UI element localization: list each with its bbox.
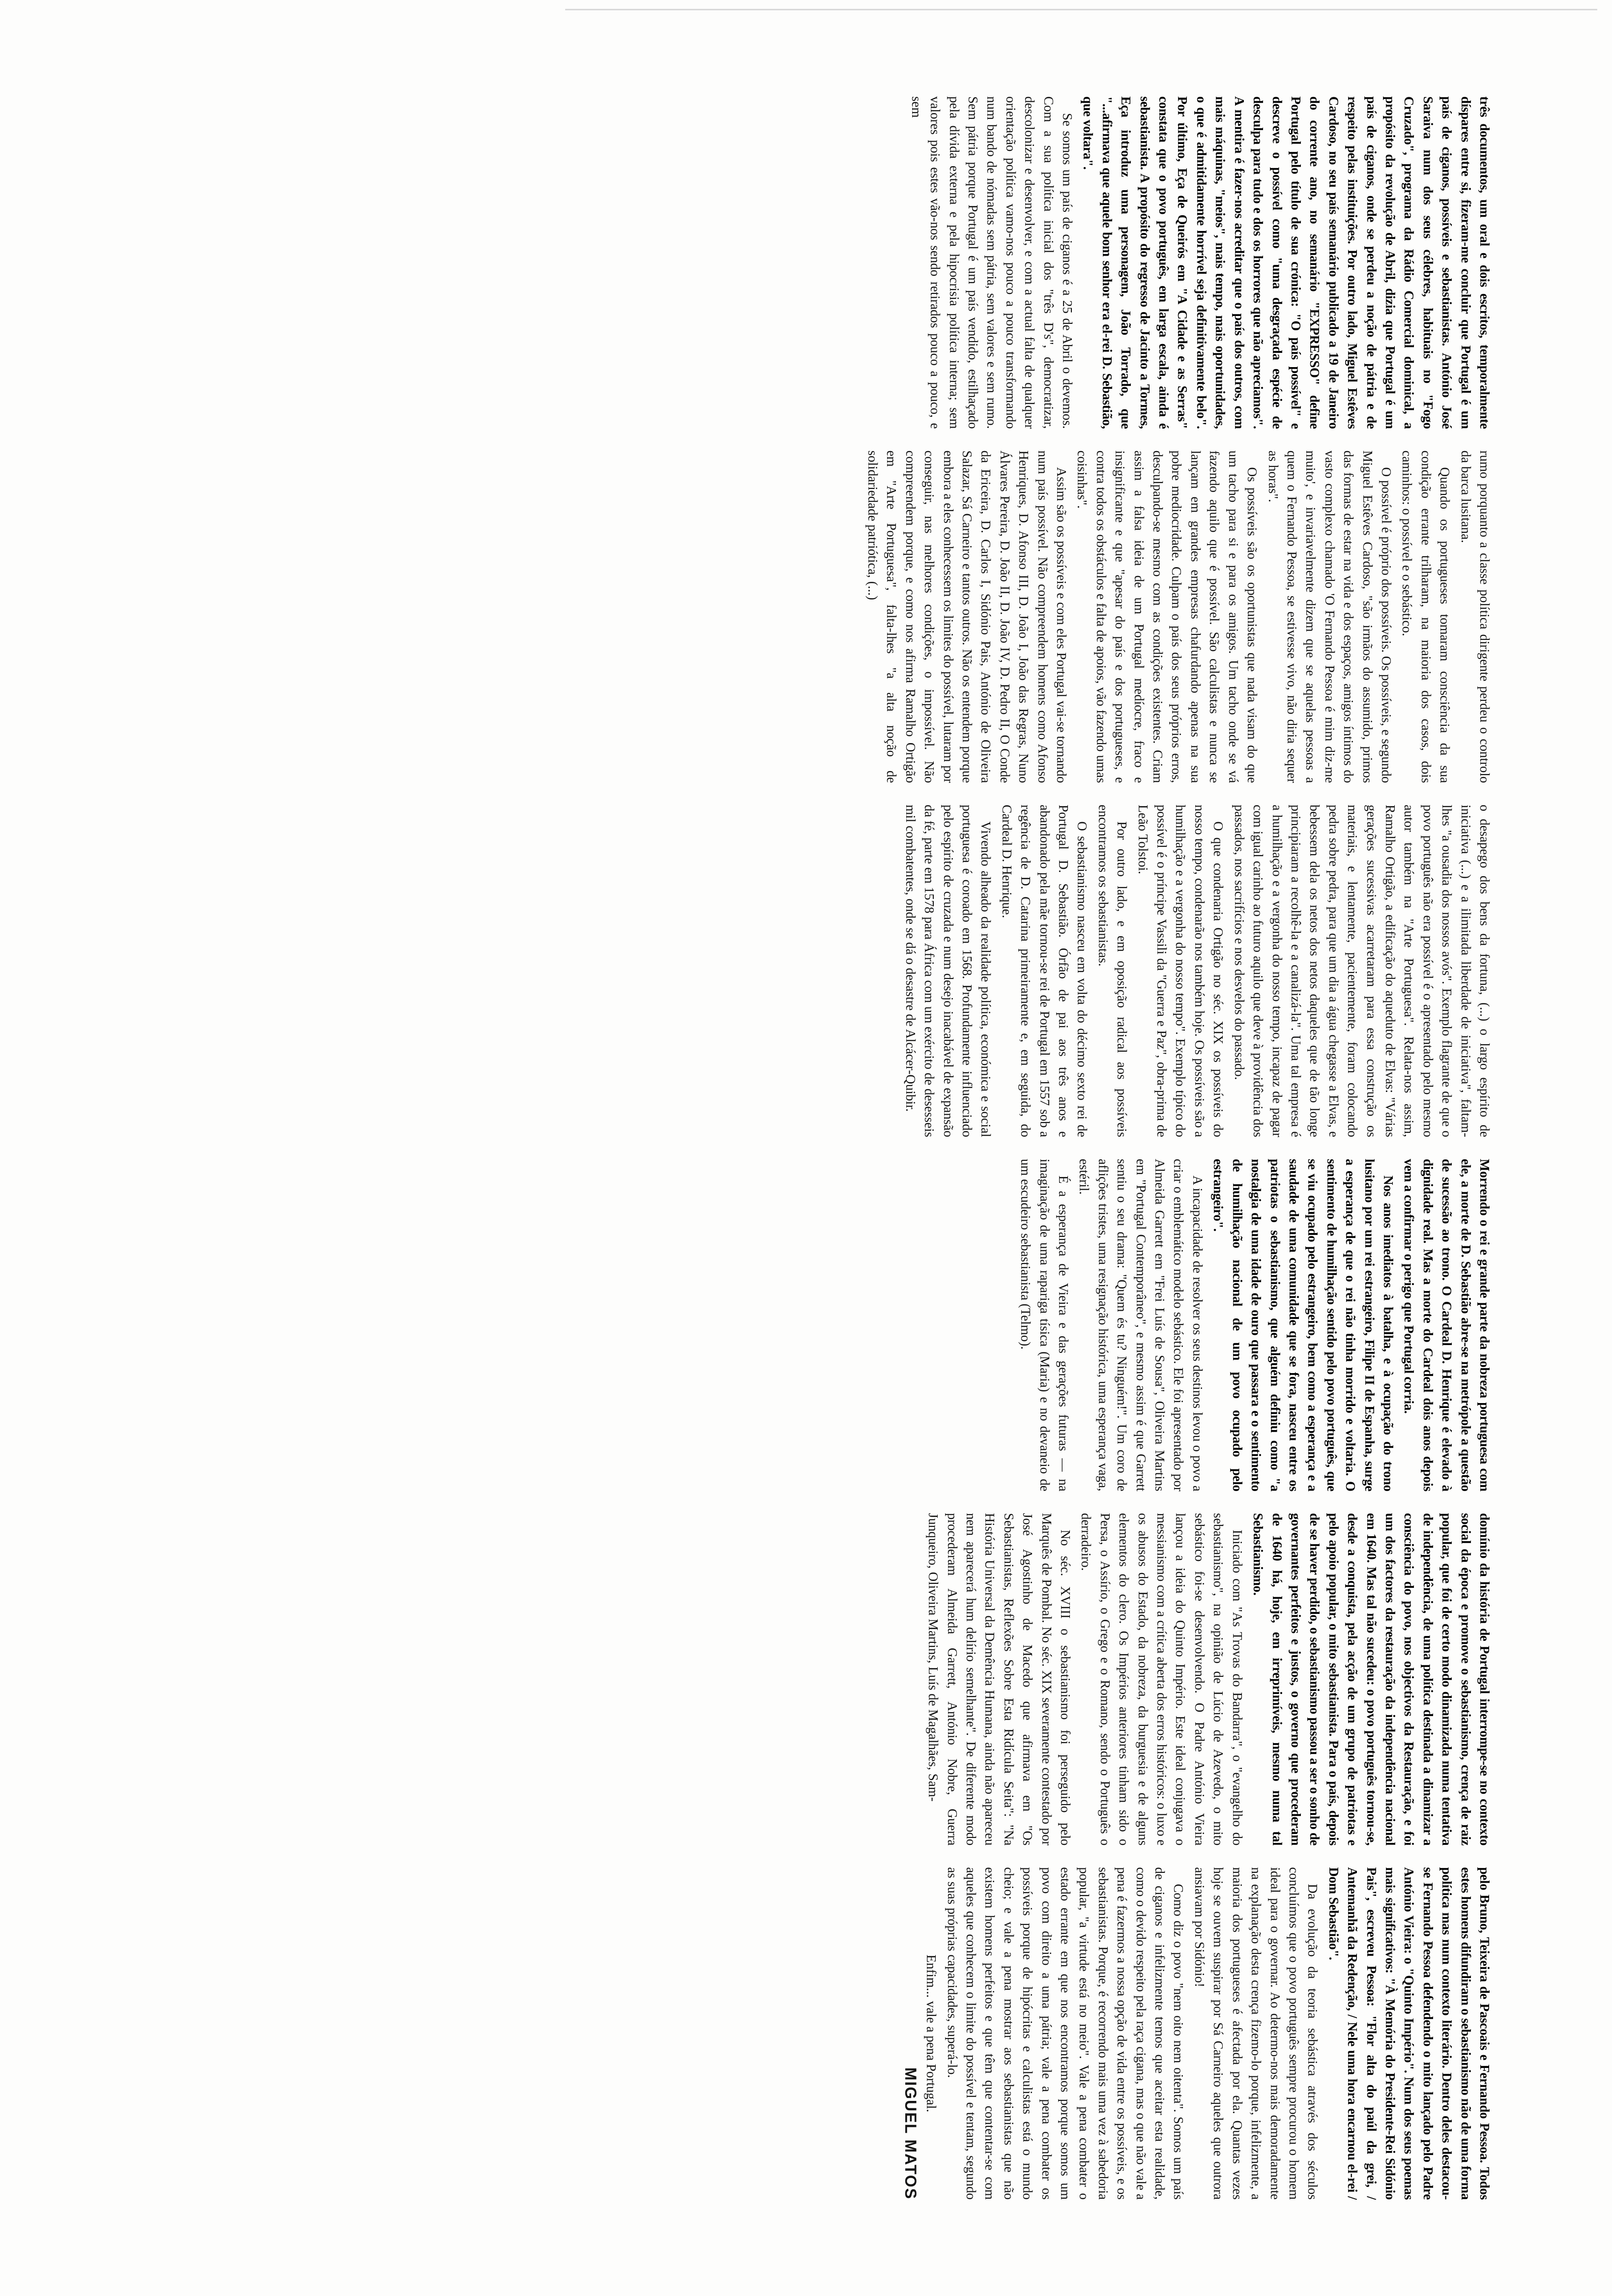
article-column-3 [59, 804, 1494, 1137]
article-paragraph: Se somos um país de ciganos é a 25 de Abril o devemos. Com a sua política inicial dos "três D's", democratizar, descolonizar e desenvolver, e com a actual falta de qualquer orientação política vamo-nos pouco a pouco transformando num bando de nómadas sem pátria, sem valores e sem rumo. Sem pátria porque Portugal é um país vendido, estilhaçado pela dívida externa e pela hipocrisia política interna; sem valores pois estes vão-nos sendo retirados pouco a pouco, e sem [909, 96, 1075, 429]
article-paragraph: Vivendo alheado da realidade política, económica e social portuguesa é coroado em 1568. Profundamente influenciado pelo espírito de cruzada e num desejo inacabável de expansão da fé, parte em 1578 para África com um exército de desesseis mil combatentes, onde se dá o desastre de Alcácer-Quibir. [903, 804, 994, 1138]
article-paragraph: No séc. XVIII o sebastianismo foi perseguido pelo Marquês de Pombal. No séc. XIX severamente contestado por José Agostinho de Macedo que afirmava em "Os Sebastianistas, Reflexões Sobre Esta Ridícula Seita": "Na História Universal da Demência Humana, ainda não apareceu nem aparecerá hum delírio semelhante". De diferente modo procederam Almeida Garrett, António Nobre, Guerra Junqueiro, Oliveira Martins, Luís de Magalhães, Sam- [926, 1513, 1073, 1846]
newspaper-article-rotated [39, 67, 1514, 2229]
article-closing-line: Enfim... vale a pena Portugal. [924, 1954, 939, 2113]
article-column-1 [59, 96, 1494, 429]
article-columns [59, 96, 1494, 2200]
article-column-2 [59, 451, 1494, 783]
article-paragraph: rumo porquanto a classe política dirigente perdeu o controlo da barca lusitana. [1458, 450, 1492, 783]
article-paragraph: É a esperança de Vieira e das gerações futuras — na imaginação de uma rapariga tísica (Maria) e no devaneio de um escudeiro sebastianista (Telmo). [1018, 1159, 1071, 1492]
article-column-6 [59, 1867, 1494, 2200]
article-paragraph: O possível é próprio dos possíveis. Os possíveis, e segundo Miguel Estêves Cardoso, "são irmãos do assumido, primos das formas de estar na vida e dos espaços, amigos íntimos do vasto complexo chamado 'O Fernando Pessoa é mim diz-me muito', e invariavelmente dizem que se aquelas pessoas a quem o Fernando Pessoa, se estivesse vivo, não diria sequer as horas". [1266, 450, 1394, 783]
article-paragraph: O que condenaria Ortigão no séc. XIX os possíveis do nosso tempo, condenarão nos também hoje. Os possíveis são a humilhação e a vergonha do nosso tempo". Exemplo típico do possível é o príncipe Vassili da "Guerra e Paz", obra-prima de Leão Tolstoi. [1135, 804, 1226, 1138]
author-signature: MIGUEL MATOS [901, 2067, 920, 2200]
article-paragraph: Assim são os possíveis e com eles Portugal vai-se tornando num país possível. Não compreendem homens como Afonso Henriques, D. Afonso III, D. João I, João das Regras, Nuno Álvares Pereira, D. João II, D. João IV, D. Pedro II, O Conde da Ericeira, D. Carlos I, Sidónio Pais, António de Oliveira Salazar, Sá Carneiro e tantos outros. Não os entendem porque embora a eles conhecessem os limites do possível, lutaram por conseguir, nas melhores condições, o impossível. Não compreendem porque, e como nos afirma Ramalho Ortigão em "Arte Portuguesa", falta-lhes "a alta noção de solidariedade patriótica, (...) [865, 450, 1069, 783]
scan-edge-line [565, 9, 1597, 10]
article-column-4 [59, 1159, 1494, 1492]
article-paragraph: Os possíveis são os oportunistas que nada visam do que um tacho para si e para os amigos. Um tacho onde se vá fazendo aquilo que é possível. São calculistas e nunca se lançam em grandes empresas chafurdando apenas na sua pobre mediocridade. Culpam o país dos seus próprios erros, desculpando-se mesmo com as condições existentes. Criam assim a falsa ideia de um Portugal medíocre, fraco e insignificante e que "apesar do país e dos portugueses, e contra todos os obstáculos e falta de apoios, vão fazendo umas coisinhas". [1075, 450, 1260, 783]
article-paragraph: domínio da história de Portugal interrompe-se no contexto social da época e promove o sebastianismo, crença de raiz popular, que foi de certo modo dinamizada numa tentativa de independência, de uma política destinada a dinamizar a consciência do povo, nos objectivos da Restauração, e foi um dos factores da restauração da independência nacional em 1640. Mas tal não sucedeu: o povo português tornou-se, desde a conquista, pela acção de um grupo de patriotas e pelo apoio popular, o mito sebastianista. Para o país, depois de se haver perdido, o sebastianismo passou a ser o sonho de governantes perfeitos e justos, o governo que procederam de 1640 há, hoje, em irreprimíveis, mesmo numa tal Sebastianismo. [1251, 1513, 1492, 1846]
article-paragraph: Nos anos imediatos à batalha, e à ocupação do trono lusitano por um rei estrangeiro, Filipe II de Espanha, surge a esperança de que o rei não tinha morrido e voltaria. O sentimento de humilhação sentido pelo povo português, que se viu ocupado pelo estrangeiro, bem como a esperança e a saudade de uma comunidade que se fora, nasceu entre os patriotas o sebastianismo, que alguém definiu como "a nostalgia de uma idade de ouro que passara e o sentimento de humilhação nacional de um povo ocupado pelo estrangeiro". [1211, 1159, 1396, 1492]
article-paragraph: A incapacidade de resolver os seus destinos levou o povo a criar o emblemático modelo sebástico. Ele foi apresentado por Almeida Garrett em "Frei Luís de Sousa", Oliveira Martins em "Portugal Contemporâneo", e mesmo assim é que Garrett sentiu o seu drama: "Quem és tu? Ninguém!". Um coro de aflições tristes, uma resignação histórica, uma esperança vaga, estéril. [1077, 1159, 1205, 1492]
article-paragraph: Iniciado com "As Trovas do Bandarra", o "evangelho do sebastianismo", na opinião de Lúcio de Azevedo, o mito sebástico foi-se desenvolvendo. O Padre António Vieira lançou a ideia do Quinto Império. Este ideal conjugava o messianismo com a crítica aberta dos erros históricos: o luxo e os abusos do Estado, da nobreza, da burguesia e de alguns elementos do clero. Os Impérios anteriores tinham sido o Persa, o Assírio, o Grego e o Romano, sendo o Português o derradeiro. [1079, 1513, 1245, 1846]
article-paragraph: pelo Bruno, Teixeira de Pascoais e Fernando Pessoa. Todos estes homens difundiram o sebastianismo não de uma forma política mas num contexto literário. Dentro deles destacou-se Fernando Pessoa defendendo o mito lançado pelo Padre António Vieira: o "Quinto Império". Num dos seus poemas mais significativos: "À Memória do Presidente-Rei Sidónio Pais", escreveu Pessoa: "Flor alta do paúl da grei, / Antemanhã da Redenção, / Nele uma hora encarnou el-rei / Dom Sebastião". [1326, 1867, 1492, 2200]
article-paragraph: Da evolução da teoria sebástica através dos séculos concluímos que o povo português sempre procurou o homem ideal para o governar. Ao determo-nos mais demoradamente na explanação desta crença fizemo-lo porque, infelizmente, a maioria dos portugueses é afectada por ela. Quantas vezes hoje se ouvem suspirar por Sá Carneiro aqueles que outrora ansiavam por Sidónio! [1192, 1867, 1321, 2200]
article-paragraph: Como diz o povo "nem oito nem oitenta". Somos um país de ciganos e infelizmente temos que aceitar esta realidade, como o devido respeito pela raça cigana, mas o que não vale a pena é fazermos a nossa opção de vida entre os possíveis, e os sebastianistas. Porque, é recorrendo mais uma vez à sabedoria popular, "a virtude está no meio". Vale a pena combater o estado errante em que nos encontramos porque somos um povo com direito a uma pátria; vale a pena combater os possíveis porque de hipócritas e calculistas está o mundo cheio; e vale a pena mostrar aos sebastianistas que não existem homens perfeitos e que têm que contentar-se com aqueles que conhecem o limite do possível e tentam, segundo as suas próprias capacidades, superá-lo. [945, 1867, 1186, 2200]
article-paragraph: Por outro lado, e em oposição radical aos possíveis encontramos os sebastianistas. [1095, 804, 1130, 1138]
article-paragraph: O sebastianismo nasceu em volta do décimo sexto rei de Portugal D. Sebastião. Órfão de pai aos três anos e abandonado pela mãe tornou-se rei de Portugal em 1557 sob a regência de D. Catarina primeiramente e, em seguida, do Cardeal D. Henrique. [999, 804, 1090, 1138]
article-paragraph: Morrendo o rei e grande parte da nobreza portuguesa com ele, a morte de D. Sebastião abre-se na metrópole a questão de sucessão ao trono. O Cardeal D. Henrique é elevado à dignidade real. Mas a morte do Cardeal dois anos depois vem a confirmar o perigo que Portugal corria. [1402, 1159, 1492, 1492]
article-paragraph: o desapego dos bens da fortuna, (...) o largo espírito de iniciativa (...) e a ilimitada liberdade de iniciativa", faltam-lhes "a ousadia dos nossos avós". Exemplo flagrante de que o povo português não era possível é o apresentado pelo mesmo autor também na "Arte Portuguesa". Relata-nos assim, Ramalho Ortigão, a edificação do aqueduto de Elvas: "Várias gerações sucessivas acarretaram para essa construção os materiais, e lentamente, pacientemente, foram colocando pedra sobre pedra, para que um dia a água chegasse a Elvas, e bebessem dela os netos dos netos daqueles que de tão longe principiaram a recolhê-la e a canalizá-la". Uma tal empresa é a humilhação e a vergonha do nosso tempo, incapaz de pagar com igual carinho ao futuro aquilo que deve à providência dos passados, nos sacrifícios e nos desvelos do passado. [1232, 804, 1492, 1138]
article-paragraph: três documentos, um oral e dois escritos, temporalmente díspares entre si, fizeram-me concluir que Portugal é um país de ciganos, possíveis e sebastianistas. António José Saraiva num dos seus célebres, habituais no "Fogo Cruzado", programa da Rádio Comercial dominical, a propósito da revolução de Abril, dizia que Portugal é um país de ciganos, onde se perdeu a noção de pátria e de respeito pelas instituições. Por outro lado, Miguel Estêves Cardoso, no seu país semanário publicado a 19 de Janeiro do corrente ano, no semanário "EXPRESSO" define Portugal pelo título de sua crónica: "O país possível" e descreve o possível como "uma desgraçada espécie de desculpa para tudo e dos os horrores que não apreciamos". A mentira é fazer-nos acreditar que o país dos outros, com mais máquinas, "meios", mais tempo, mais oportunidades, o que é admitidamente horrível seja definitivamente belo". Por último, Eça de Queirós em "A Cidade e as Serras" constata que o povo português, em larga escala, ainda é sebastianista. A propósito do regresso de Jacinto a Tormes, Eça introduz uma personagem, João Torrado, que "...afirmava que aquele bom senhor era el-rei D. Sebastião, que voltara". [1081, 96, 1492, 429]
article-paragraph: Quando os portugueses tomaram consciência da sua condição errante trilharam, na maioria dos casos, dois caminhos: o possível e o sebástico. [1400, 450, 1453, 783]
article-column-5 [59, 1513, 1494, 1846]
